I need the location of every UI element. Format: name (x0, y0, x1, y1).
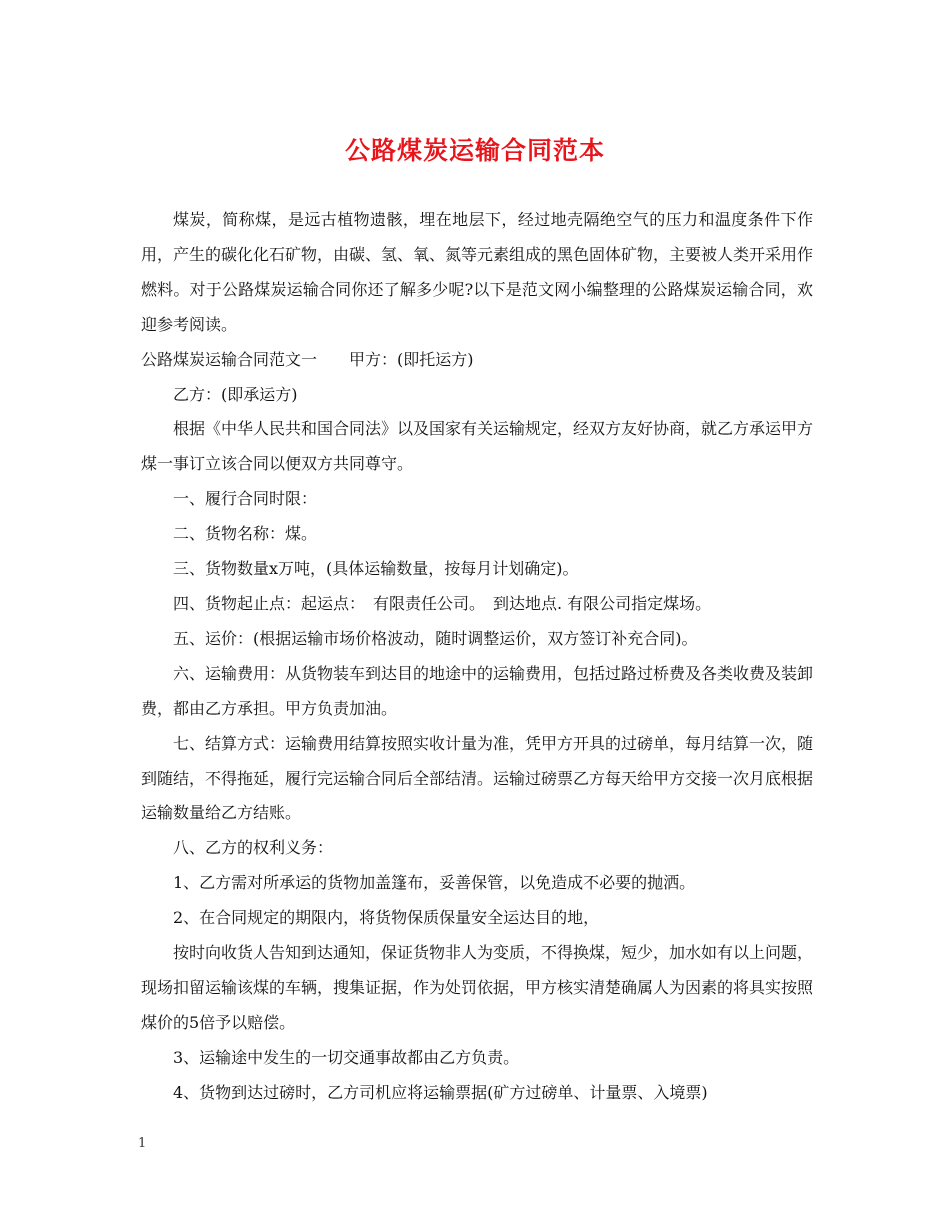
contract-heading-party-a: 公路煤炭运输合同范文一 甲方：(即托运方) (141, 349, 474, 369)
clause-8-item-2-detail: 按时向收货人告知到达通知，保证货物非人为变质，不得换煤，短少，加水如有以上问题，现场扣留运输该煤的车辆，搜集证据，作为处罚依据，甲方核实清楚确属人为因素的将具实按照煤价的5倍予以赔偿。 (141, 943, 814, 1032)
clause-8-item-4: 4、货物到达过磅时，乙方司机应将运输票据(矿方过磅单、计量票、入境票) (173, 1082, 708, 1102)
clause-8-item-1: 1、乙方需对所承运的货物加盖篷布，妥善保管，以免造成不必要的抛洒。 (173, 873, 696, 893)
intro-paragraph: 煤炭，简称煤，是远古植物遗骸，埋在地层下，经过地壳隔绝空气的压力和温度条件下作用，产生的碳化化石矿物，由碳、氢、氧、氮等元素组成的黑色固体矿物，主要被人类开采用作燃料。对于公路煤炭运输合同你还了解多少呢?以下是范文网小编整理的公路煤炭运输合同，欢迎参考阅读。 (141, 210, 814, 334)
clause-5: 五、运价：(根据运输市场价格波动，随时调整运价，双方签订补充合同)。 (173, 628, 698, 648)
clause-2: 二、货物名称：煤。 (173, 524, 318, 544)
clause-6: 六、运输费用：从货物装车到达目的地途中的运输费用，包括过路过桥费及各类收费及装卸费，都由乙方承担。甲方负责加油。 (141, 663, 814, 718)
preamble-paragraph: 根据《中华人民共和国合同法》以及国家有关运输规定，经双方友好协商，就乙方承运甲方煤一事订立该合同以便双方共同尊守。 (141, 419, 814, 474)
clause-1: 一、履行合同时限： (173, 489, 318, 509)
clause-4: 四、货物起止点：起运点： 有限责任公司。 到达地点. 有限公司指定煤场。 (173, 593, 712, 613)
clause-3: 三、货物数量x万吨，(具体运输数量，按每月计划确定)。 (173, 559, 579, 579)
clause-8-item-2: 2、在合同规定的期限内，将货物保质保量安全运达目的地， (173, 908, 600, 928)
clause-8: 八、乙方的权利义务： (173, 838, 334, 858)
clause-7: 七、结算方式：运输费用结算按照实收计量为准，凭甲方开具的过磅单，每月结算一次，随到随结，不得拖延，履行完运输合同后全部结清。运输过磅票乙方每天给甲方交接一次月底根据运输数量给乙方结账。 (141, 733, 814, 823)
party-b-line: 乙方：(即承运方) (173, 384, 298, 404)
document-title: 公路煤炭运输合同范本 (344, 136, 605, 165)
page-number: 1 (138, 1136, 147, 1151)
clause-8-item-3: 3、运输途中发生的一切交通事故都由乙方负责。 (173, 1047, 520, 1067)
document-body (141, 203, 813, 1111)
